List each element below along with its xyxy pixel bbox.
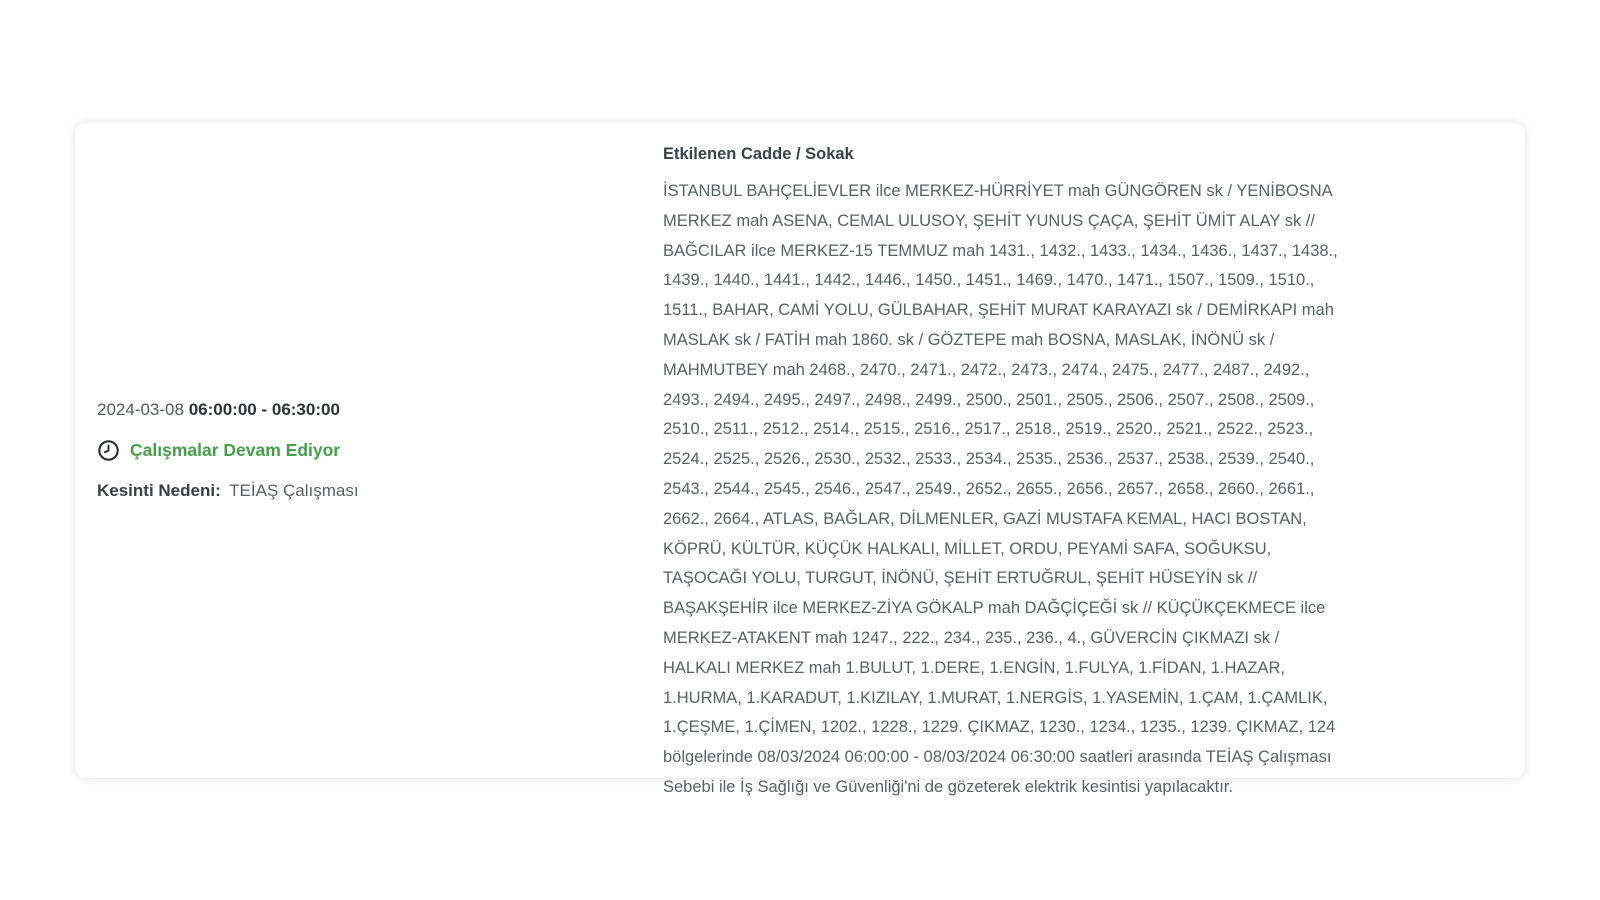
affected-streets-body: İSTANBUL BAHÇELİEVLER ilce MERKEZ-HÜRRİYET mah GÜNGÖREN sk / YENİBOSNA MERKEZ mah ASENA, CEMAL ULUSOY, ŞEHİT YUNUS ÇAÇA, ŞEHİT ÜMİT ALAY sk // BAĞCILAR ilce MERKEZ-15 TEMMUZ mah 1431., 1432., 1433., 1434., 1436., 1437., 1438., 1439., 1440., 1441., 1442., 1446., 1450., 1451., 1469., 1470., 1471., 1507., 1509., 1510., 1511., BAHAR, CAMİ YOLU, GÜLBAHAR, ŞEHİT MURAT KARAYAZI sk / DEMİRKAPI mah MASLAK sk / FATİH mah 1860. sk / GÖZTEPE mah BOSNA, MASLAK, İNÖNÜ sk / MAHMUTBEY mah 2468., 2470., 2471., 2472., 2473., 2474., 2475., 2477., 2487., 2492., 2493., 2494., 2495., 2497., 2498., 2499., 2500., 2501., 2505., 2506., 2507., 2508., 2509., 2510., 2511., 2512., 2514., 2515., 2516., 2517., 2518., 2519., 2520., 2521., 2522., 2523., 2524., 2525., 2526., 2530., 2532., 2533., 2534., 2535., 2536., 2537., 2538., 2539., 2540., 2543., 2544., 2545., 2546., 2547., 2549., 2652., 2655., 2656., 2657., 2658., 2660., 2661., 2662., 2664., ATLAS, BAĞLAR, DİLMENLER, GAZİ MUSTAFA KEMAL, HACI BOSTAN, KÖPRÜ, KÜLTÜR, KÜÇÜK HALKALI, MİLLET, ORDU, PEYAMİ SAFA, SOĞUKSU, TAŞOCAĞI YOLU, TURGUT, İNÖNÜ, ŞEHİT ERTUĞRUL, ŞEHİT HÜSEYİN sk // BAŞAKŞEHİR ilce MERKEZ-ZİYA GÖKALP mah DAĞÇİÇEĞİ sk // KÜÇÜKÇEKMECE ilce MERKEZ-ATAKENT mah 1247., 222., 234., 235., 236., 4., GÜVERCİN ÇIKMAZI sk / HALKALI MERKEZ mah 1.BULUT, 1.DERE, 1.ENGİN, 1.FULYA, 1.FİDAN, 1.HAZAR, 1.HURMA, 1.KARADUT, 1.KIZILAY, 1.MURAT, 1.NERGİS, 1.YASEMİN, 1.ÇAM, 1.ÇAMLIK, 1.ÇEŞME, 1.ÇİMEN, 1202., 1228., 1229. ÇIKMAZ, 1230., 1234., 1235., 1239. ÇIKMAZ, 124 bölgelerinde 08/03/2024 06:00:00 - 08/03/2024 06:30:00 saatleri arasında TEİAŞ Çalışması Sebebi ile İş Sağlığı ve Güvenliği'ni de gözeterek elektrik kesintisi yapılacaktır. [663,182,1338,796]
affected-streets-heading: Etkilenen Cadde / Sokak [663,145,854,163]
affected-streets-pane [663,123,1525,796]
outage-date: 2024-03-08 [97,400,184,419]
outage-card [75,123,1525,796]
outage-reason-value: TEİAŞ Çalışması [229,481,359,500]
outage-status [97,439,643,462]
outage-status-label: Çalışmalar Devam Ediyor [130,440,341,460]
outage-schedule [97,400,643,420]
outage-reason-label: Kesinti Nedeni: [97,481,221,500]
clock-icon [97,439,120,462]
outage-reason [97,481,643,501]
outage-time-range: 06:00:00 - 06:30:00 [188,400,340,419]
outage-summary-pane [75,123,663,778]
